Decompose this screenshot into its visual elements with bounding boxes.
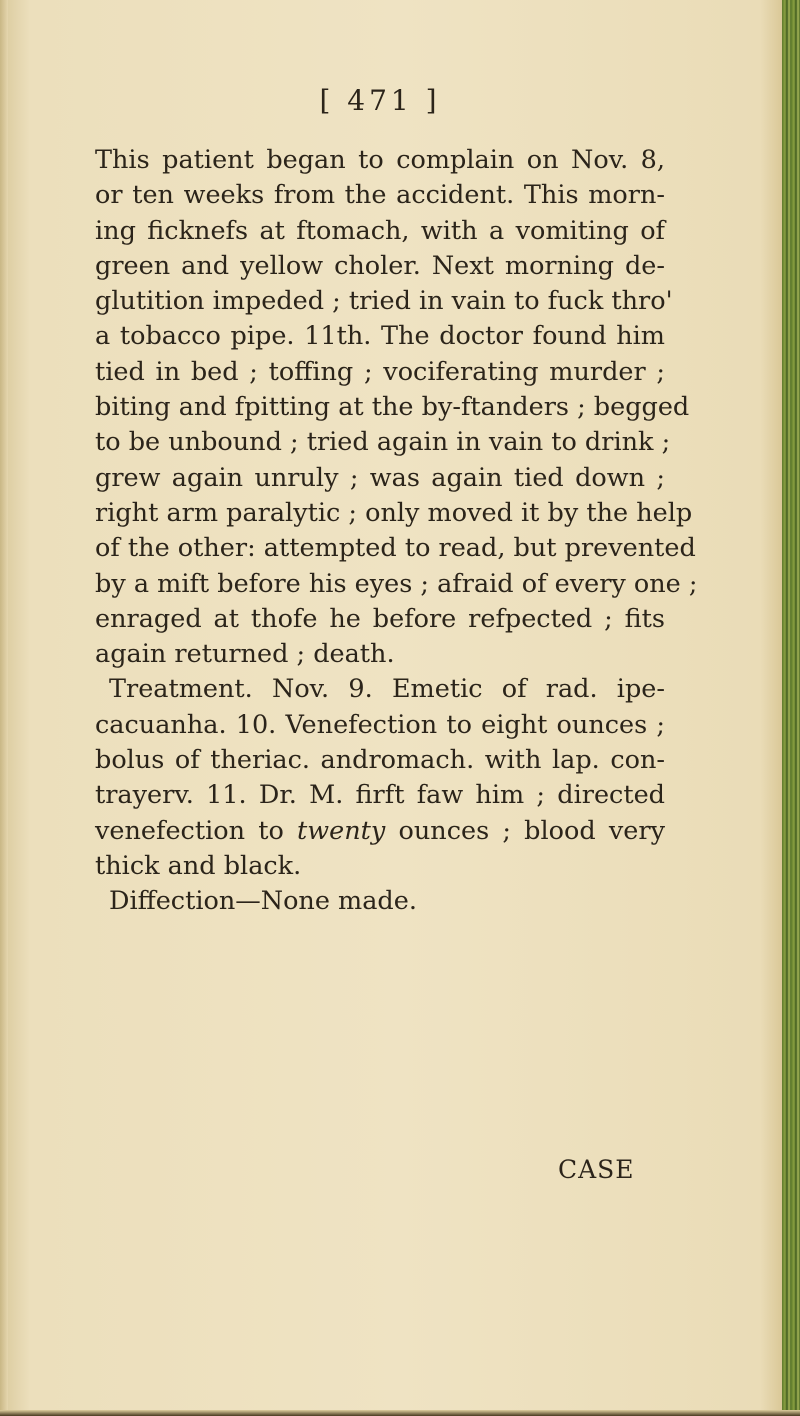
text-line: of the other: attempted to read, but prevented xyxy=(95,533,696,564)
page-binding-edge xyxy=(782,0,800,1416)
text-line: tied in bed ; toffing ; vociferating murder ; xyxy=(95,356,665,387)
text-line: bolus of theriac. andromach. with lap. con- xyxy=(95,745,665,776)
text-line: grew again unruly ; was again tied down ; xyxy=(95,462,665,493)
text-line: glutition impeded ; tried in vain to fuck thro' xyxy=(95,286,673,317)
text-line: enraged at thofe he before refpected ; fits xyxy=(95,603,665,634)
text-line: ing ficknefs at ftomach, with a vomiting of xyxy=(95,215,665,246)
text-line: cacuanha. 10. Venefection to eight ounces ; xyxy=(95,709,665,740)
body-text xyxy=(95,143,698,920)
text-line: right arm paralytic ; only moved it by the help xyxy=(95,497,693,528)
text-line: green and yellow choler. Next morning de- xyxy=(95,250,665,281)
italic-word: twenty xyxy=(297,815,386,846)
catchword: CASE xyxy=(558,1155,635,1184)
page-left-edge xyxy=(0,0,8,1416)
text-line: Diffection—None made. xyxy=(109,886,417,917)
text-line: again returned ; death. xyxy=(95,639,395,670)
text-line: by a mift before his eyes ; afraid of every one ; xyxy=(95,568,698,599)
page-bottom-edge xyxy=(0,1410,800,1416)
text-line: This patient began to complain on Nov. 8, xyxy=(95,145,665,175)
text-line: a tobacco pipe. 11th. The doctor found him xyxy=(95,321,665,352)
text-line: biting and fpitting at the by-ftanders ; begged xyxy=(95,392,690,423)
page-number: [ 471 ] xyxy=(319,84,441,117)
text-line: thick and black. xyxy=(95,850,302,881)
text-line: to be unbound ; tried again in vain to drink ; xyxy=(95,427,671,458)
text-line: venefection to twenty ounces ; blood very xyxy=(95,815,665,846)
text-line: or ten weeks from the accident. This morn- xyxy=(95,180,665,211)
text-line: Treatment. Nov. 9. Emetic of rad. ipe- xyxy=(109,674,665,705)
text-line: trayerv. 11. Dr. M. firft faw him ; directed xyxy=(95,780,665,811)
